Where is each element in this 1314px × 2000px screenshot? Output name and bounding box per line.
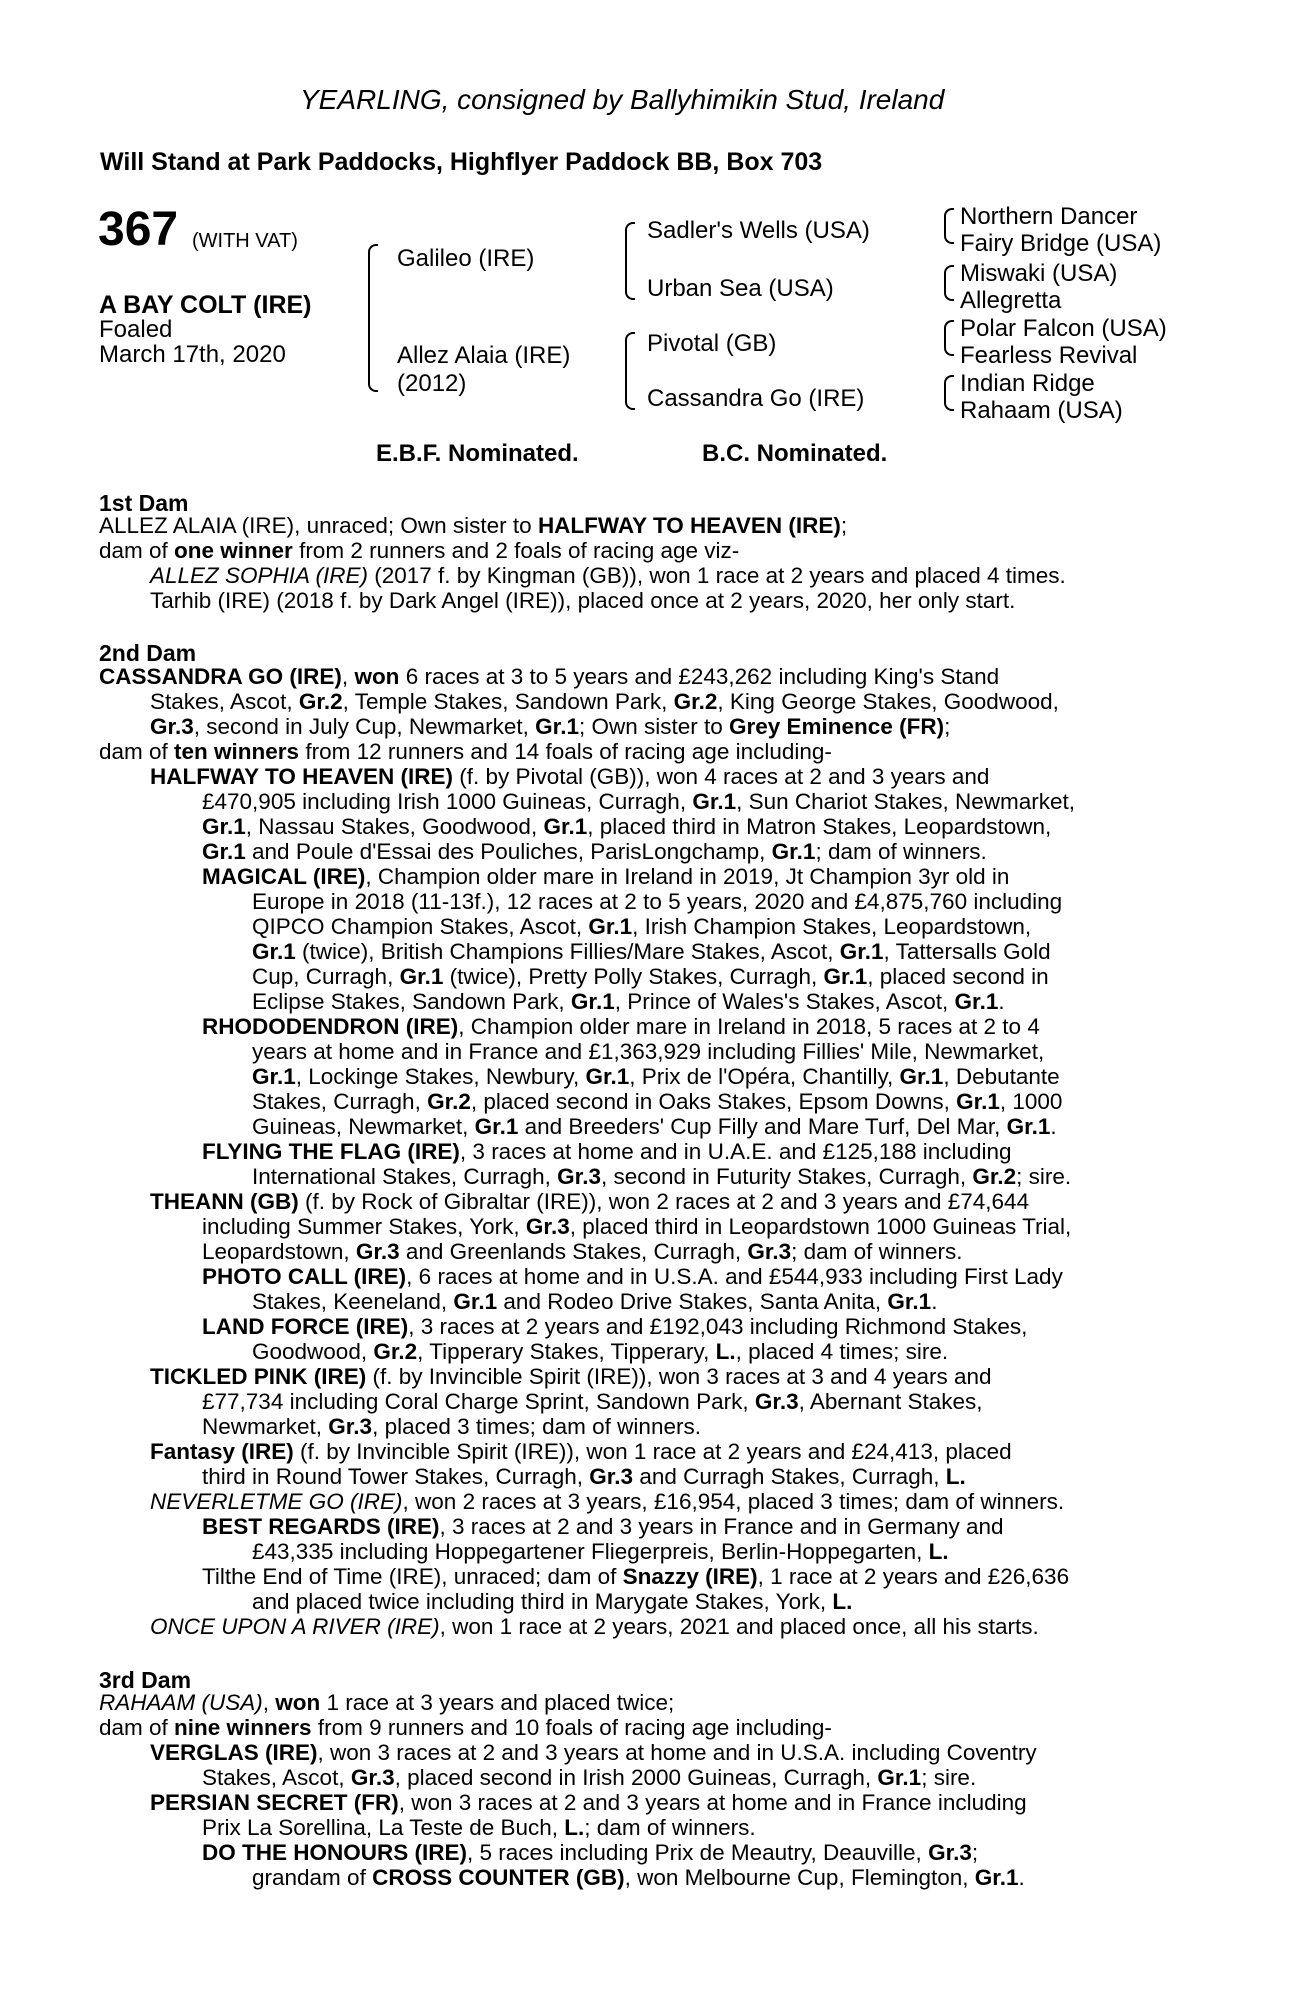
landforce-line-2: Goodwood, Gr.2, Tipperary Stakes, Tipperary, L., placed 4 times; sire. [252,1339,949,1364]
pedigree-brace-g1 [944,208,954,228]
ebf-nominated: E.B.F. Nominated. [376,440,579,467]
lot-description: A BAY COLT (IRE) [99,291,312,319]
verglas-line-1: VERGLAS (IRE), won 3 races at 2 and 3 years at home and in U.S.A. including Coventry [150,1740,1037,1765]
pedigree-brace-g1b [944,226,954,244]
first-dam-line-1: ALLEZ ALAIA (IRE), unraced; Own sister to HALFWAY TO HEAVEN (IRE); [99,513,848,538]
pedigree-sire: Galileo (IRE) [397,245,535,272]
pedigree-brace-g4 [944,375,954,395]
pedigree-brace-dam-top [625,332,635,370]
pedigree-brace-g2 [944,265,954,285]
second-dam-line-2: Stakes, Ascot, Gr.2, Temple Stakes, Sandown Park, Gr.2, King George Stakes, Goodwood, [150,689,1059,714]
third-dam-line-1: RAHAAM (USA), won 1 race at 3 years and placed twice; [99,1690,675,1715]
theann-line-2: including Summer Stakes, York, Gr.3, placed third in Leopardstown 1000 Guineas Trial, [202,1214,1072,1239]
pedigree-brace-sire-bottom [625,258,635,300]
honours-line-1: DO THE HONOURS (IRE), 5 races including Prix de Meautry, Deauville, Gr.3; [202,1840,979,1865]
pedigree-ggp7: Indian Ridge [960,370,1095,397]
pedigree-brace-g4b [944,393,954,411]
foaled-date: March 17th, 2020 [99,341,286,368]
fantasy-line-1: Fantasy (IRE) (f. by Invincible Spirit (IRE)), won 1 race at 2 years and £24,413, placed [150,1439,1012,1464]
pedigree-brace-g2b [944,283,954,301]
tickled-line-2: £77,734 including Coral Charge Sprint, Sandown Park, Gr.3, Abernant Stakes, [202,1389,983,1414]
first-dam-line-2: dam of one winner from 2 runners and 2 foals of racing age viz- [99,538,740,563]
lot-number: 367 [98,203,179,256]
halfway-line-1: HALFWAY TO HEAVEN (IRE) (f. by Pivotal (GB)), won 4 races at 2 and 3 years and [150,764,990,789]
third-dam-heading: 3rd Dam [99,1667,192,1693]
pedigree-ggp1: Northern Dancer [960,203,1138,230]
pedigree-dam-dam: Cassandra Go (IRE) [647,385,865,412]
pedigree-brace-g3 [944,320,954,340]
pedigree-ggp5: Polar Falcon (USA) [960,315,1167,342]
magical-line-1: MAGICAL (IRE), Champion older mare in Ireland in 2019, Jt Champion 3yr old in [202,864,1010,889]
pedigree-dam: Allez Alaia (IRE) [397,342,571,369]
bestregards-line-1: BEST REGARDS (IRE), 3 races at 2 and 3 years in France and in Germany and [202,1514,1004,1539]
pedigree-sire-dam: Urban Sea (USA) [647,275,834,302]
magical-line-4: Gr.1 (twice), British Champions Fillies/Mare Stakes, Ascot, Gr.1, Tattersalls Gold [252,939,1051,964]
first-dam-heading: 1st Dam [99,490,189,516]
onceupon-line: ONCE UPON A RIVER (IRE), won 1 race at 2 years, 2021 and placed once, all his starts. [150,1614,1039,1639]
flag-line-2: International Stakes, Curragh, Gr.3, second in Futurity Stakes, Curragh, Gr.2; sire. [252,1164,1072,1189]
theann-line-3: Leopardstown, Gr.3 and Greenlands Stakes, Curragh, Gr.3; dam of winners. [202,1239,963,1264]
flag-line-1: FLYING THE FLAG (IRE), 3 races at home and in U.A.E. and £125,188 including [202,1139,1012,1164]
vat-note: (WITH VAT) [192,230,298,252]
second-dam-line-4: dam of ten winners from 12 runners and 14 foals of racing age including- [99,739,832,764]
halfway-line-3: Gr.1, Nassau Stakes, Goodwood, Gr.1, placed third in Matron Stakes, Leopardstown, [202,814,1052,839]
second-dam-heading: 2nd Dam [99,640,197,666]
magical-line-6: Eclipse Stakes, Sandown Park, Gr.1, Prince of Wales's Stakes, Ascot, Gr.1. [252,989,1005,1014]
pedigree-sire-sire: Sadler's Wells (USA) [647,217,870,244]
pedigree-dam-year: (2012) [397,370,467,397]
pedigree-brace-sire-top [625,222,635,260]
magical-line-2: Europe in 2018 (11-13f.), 12 races at 2 to 5 years, 2020 and £4,875,760 including [252,889,1063,914]
tilthe-line-1: Tilthe End of Time (IRE), unraced; dam of Snazzy (IRE), 1 race at 2 years and £26,636 [202,1564,1070,1589]
landforce-line-1: LAND FORCE (IRE), 3 races at 2 years and £192,043 including Richmond Stakes, [202,1314,1028,1339]
rhododendron-line-5: Guineas, Newmarket, Gr.1 and Breeders' Cup Filly and Mare Turf, Del Mar, Gr.1. [252,1114,1057,1139]
tickled-line-3: Newmarket, Gr.3, placed 3 times; dam of winners. [202,1414,701,1439]
honours-line-2: grandam of CROSS COUNTER (GB), won Melbourne Cup, Flemington, Gr.1. [252,1865,1025,1890]
pedigree-brace-dam-bottom [625,368,635,410]
pedigree-brace-g3b [944,338,954,356]
verglas-line-2: Stakes, Ascot, Gr.3, placed second in Irish 2000 Guineas, Curragh, Gr.1; sire. [202,1765,977,1790]
halfway-line-2: £470,905 including Irish 1000 Guineas, Curragh, Gr.1, Sun Chariot Stakes, Newmarket, [202,789,1075,814]
third-dam-line-2: dam of nine winners from 9 runners and 10 foals of racing age including- [99,1715,832,1740]
pedigree-ggp8: Rahaam (USA) [960,397,1123,424]
pedigree-ggp4: Allegretta [960,287,1062,314]
first-dam-progeny-1: ALLEZ SOPHIA (IRE) (2017 f. by Kingman (GB)), won 1 race at 2 years and placed 4 times. [150,563,1066,588]
persian-line-2: Prix La Sorellina, La Teste de Buch, L.; dam of winners. [202,1815,756,1840]
tickled-line-1: TICKLED PINK (IRE) (f. by Invincible Spirit (IRE)), won 3 races at 3 and 4 years and [150,1364,992,1389]
stand-location: Will Stand at Park Paddocks, Highflyer Paddock BB, Box 703 [100,148,823,176]
bc-nominated: B.C. Nominated. [702,440,888,467]
pedigree-brace-main-bottom [368,322,378,392]
pedigree-dam-sire: Pivotal (GB) [647,330,777,357]
second-dam-line-1: CASSANDRA GO (IRE), won 6 races at 3 to 5 years and £243,262 including King's Stand [99,664,1000,689]
pedigree-ggp3: Miswaki (USA) [960,260,1118,287]
halfway-line-4: Gr.1 and Poule d'Essai des Pouliches, ParisLongchamp, Gr.1; dam of winners. [202,839,987,864]
photocall-line-1: PHOTO CALL (IRE), 6 races at home and in U.S.A. and £544,933 including First Lady [202,1264,1063,1289]
rhododendron-line-2: years at home and in France and £1,363,929 including Fillies' Mile, Newmarket, [252,1039,1045,1064]
pedigree-brace-main-top [368,244,378,324]
magical-line-5: Cup, Curragh, Gr.1 (twice), Pretty Polly Stakes, Curragh, Gr.1, placed second in [252,964,1049,989]
second-dam-line-3: Gr.3, second in July Cup, Newmarket, Gr.1; Own sister to Grey Eminence (FR); [150,714,951,739]
tilthe-line-2: and placed twice including third in Marygate Stakes, York, L. [252,1589,853,1614]
foaled-label: Foaled [99,316,173,343]
pedigree-ggp2: Fairy Bridge (USA) [960,230,1162,257]
photocall-line-2: Stakes, Keeneland, Gr.1 and Rodeo Drive Stakes, Santa Anita, Gr.1. [252,1289,938,1314]
fantasy-line-2: third in Round Tower Stakes, Curragh, Gr.3 and Curragh Stakes, Curragh, L. [202,1464,966,1489]
consignment-title: YEARLING, consigned by Ballyhimikin Stud, Ireland [300,84,945,115]
bestregards-line-2: £43,335 including Hoppegartener Fliegerpreis, Berlin-Hoppegarten, L. [252,1539,949,1564]
persian-line-1: PERSIAN SECRET (FR), won 3 races at 2 and 3 years at home and in France including [150,1790,1027,1815]
pedigree-ggp6: Fearless Revival [960,342,1138,369]
rhododendron-line-3: Gr.1, Lockinge Stakes, Newbury, Gr.1, Prix de l'Opéra, Chantilly, Gr.1, Debutante [252,1064,1060,1089]
first-dam-progeny-2: Tarhib (IRE) (2018 f. by Dark Angel (IRE)), placed once at 2 years, 2020, her only start. [150,588,1016,613]
rhododendron-line-4: Stakes, Curragh, Gr.2, placed second in Oaks Stakes, Epsom Downs, Gr.1, 1000 [252,1089,1063,1114]
rhododendron-line-1: RHODODENDRON (IRE), Champion older mare in Ireland in 2018, 5 races at 2 to 4 [202,1014,1040,1039]
theann-line-1: THEANN (GB) (f. by Rock of Gibraltar (IRE)), won 2 races at 2 and 3 years and £74,644 [150,1189,1030,1214]
magical-line-3: QIPCO Champion Stakes, Ascot, Gr.1, Irish Champion Stakes, Leopardstown, [252,914,1032,939]
neverletme-line: NEVERLETME GO (IRE), won 2 races at 3 years, £16,954, placed 3 times; dam of winners. [150,1489,1065,1514]
